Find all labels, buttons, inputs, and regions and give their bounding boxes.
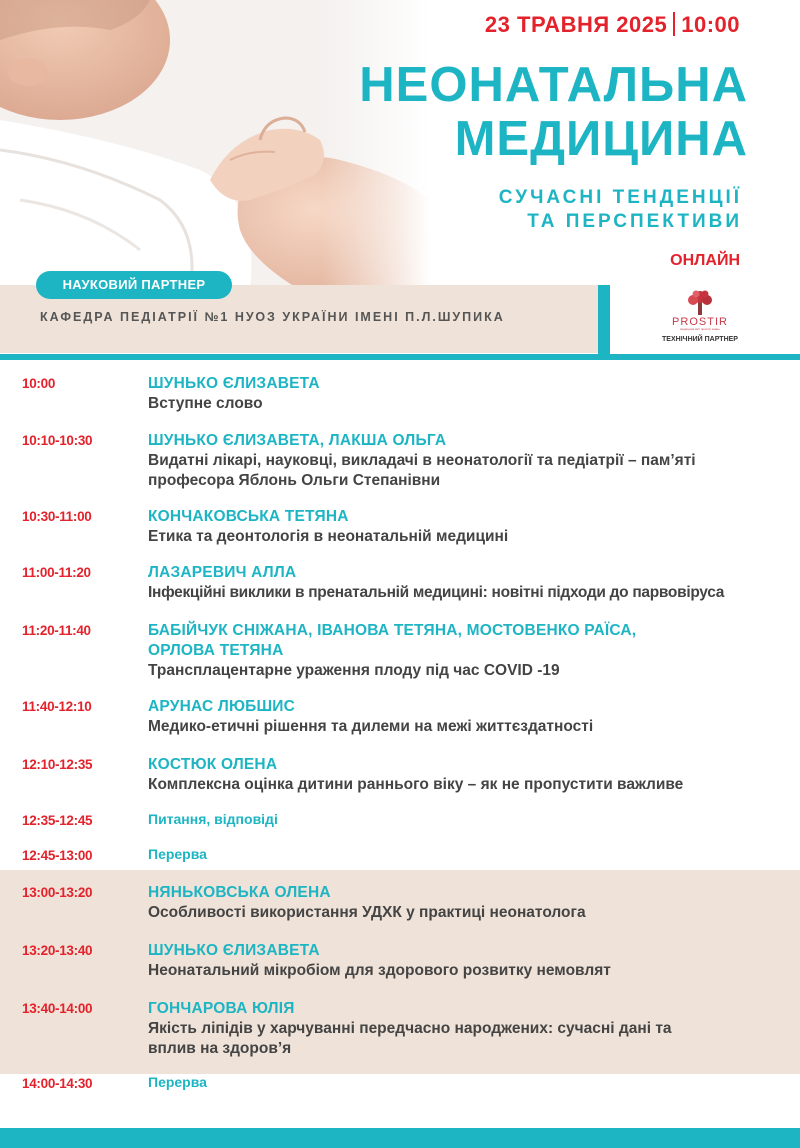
agenda-speaker: ШУНЬКО ЄЛИЗАВЕТА <box>148 942 320 959</box>
agenda-speaker: ШУНЬКО ЄЛИЗАВЕТА <box>148 375 320 392</box>
prostir-tree-logo-icon <box>681 290 719 316</box>
event-date-time <box>485 12 740 38</box>
agenda-speaker: НЯНЬКОВСЬКА ОЛЕНА <box>148 884 331 901</box>
subtitle-line-2: ТА ПЕРСПЕКТИВИ <box>527 211 742 232</box>
agenda-time: 11:20-11:40 <box>22 623 91 638</box>
title-line-2: МЕДИЦИНА <box>454 112 748 166</box>
partner-band-edge <box>598 285 610 355</box>
agenda-topic: Трансплацентарне ураження плоду під час COVID -19 <box>148 662 560 679</box>
scientific-partner-name: КАФЕДРА ПЕДІАТРІЇ №1 НУОЗ УКРАЇНИ ІМЕНІ П.Л.ШУПИКА <box>40 310 505 324</box>
agenda-speaker: АРУНАС ЛЮБШИС <box>148 698 295 715</box>
agenda-break-label: Перерва <box>148 1074 207 1090</box>
agenda-speaker: БАБІЙЧУК СНІЖАНА, ІВАНОВА ТЕТЯНА, МОСТОВЕНКО РАЇСА, <box>148 622 637 639</box>
title-line-1: НЕОНАТАЛЬНА <box>359 58 748 112</box>
agenda-time: 11:40-12:10 <box>22 699 92 714</box>
agenda-speaker: КОНЧАКОВСЬКА ТЕТЯНА <box>148 508 349 525</box>
event-title <box>359 58 748 166</box>
event-date: 23 ТРАВНЯ 2025 <box>484 12 668 37</box>
scientific-partner-badge: НАУКОВИЙ ПАРТНЕР <box>36 271 232 299</box>
event-time: 10:00 <box>681 12 740 37</box>
date-separator <box>673 12 675 36</box>
tech-partner-brand: PROSTIR <box>672 316 728 328</box>
agenda-time: 13:00-13:20 <box>22 885 93 900</box>
agenda-break-label: Питання, відповіді <box>148 811 278 827</box>
agenda-time: 13:40-14:00 <box>22 1001 93 1016</box>
agenda-topic-line-2: вплив на здоров’я <box>148 1040 292 1057</box>
agenda-topic: Комплексна оцінка дитини раннього віку – як не пропустити важливе <box>148 776 684 793</box>
agenda-topic: Медико-етичні рішення та дилеми на межі життєздатності <box>148 718 594 735</box>
agenda-speaker: ЛАЗАРЕВИЧ АЛЛА <box>148 564 297 581</box>
agenda-topic: Інфекційні виклики в пренатальній медицині: новітні підходи до парвовіруса <box>148 584 725 601</box>
footer-bar <box>0 1128 800 1148</box>
agenda-topic-line-2: професора Яблонь Ольги Степанівни <box>148 472 441 489</box>
agenda-time: 13:20-13:40 <box>22 943 93 958</box>
agenda-speaker: ГОНЧАРОВА ЮЛІЯ <box>148 1000 295 1017</box>
tech-partner-label: ТЕХНІЧНИЙ ПАРТНЕР <box>662 336 738 343</box>
agenda-topic: Якість ліпідів у харчуванні передчасно народжених: сучасні дані та <box>148 1020 672 1037</box>
agenda-topic: Особливості використання УДХК у практиці неонатолога <box>148 904 586 921</box>
agenda-topic: Вступне слово <box>148 395 263 412</box>
hero-section <box>0 0 800 290</box>
agenda-topic: Видатні лікарі, науковці, викладачі в неонатології та педіатрії – пам’яті <box>148 452 696 469</box>
technical-partner <box>640 288 760 352</box>
agenda-time: 11:00-11:20 <box>22 565 91 580</box>
agenda-time: 12:10-12:35 <box>22 757 93 772</box>
agenda-speaker-line-2: ОРЛОВА ТЕТЯНА <box>148 642 284 659</box>
agenda-time: 14:00-14:30 <box>22 1076 93 1091</box>
event-subtitle <box>499 186 742 234</box>
agenda-time: 12:35-12:45 <box>22 813 93 828</box>
agenda-time: 10:10-10:30 <box>22 433 93 448</box>
agenda-time: 10:00 <box>22 376 56 391</box>
agenda-topic: Неонатальний мікробіом для здорового розвитку немовлят <box>148 962 611 979</box>
agenda-speaker: КОСТЮК ОЛЕНА <box>148 756 278 773</box>
tech-partner-tagline: медицина світ простір знань <box>680 327 720 331</box>
header-divider <box>0 354 800 360</box>
subtitle-line-1: СУЧАСНІ ТЕНДЕНЦІЇ <box>498 187 742 208</box>
agenda-speaker: ШУНЬКО ЄЛИЗАВЕТА, ЛАКША ОЛЬГА <box>148 432 447 449</box>
agenda-break-label: Перерва <box>148 846 207 862</box>
agenda-topic: Етика та деонтологія в неонатальній медицині <box>148 528 509 545</box>
event-format: ОНЛАЙН <box>670 252 740 269</box>
agenda-time: 10:30-11:00 <box>22 509 92 524</box>
agenda-time: 12:45-13:00 <box>22 848 93 863</box>
